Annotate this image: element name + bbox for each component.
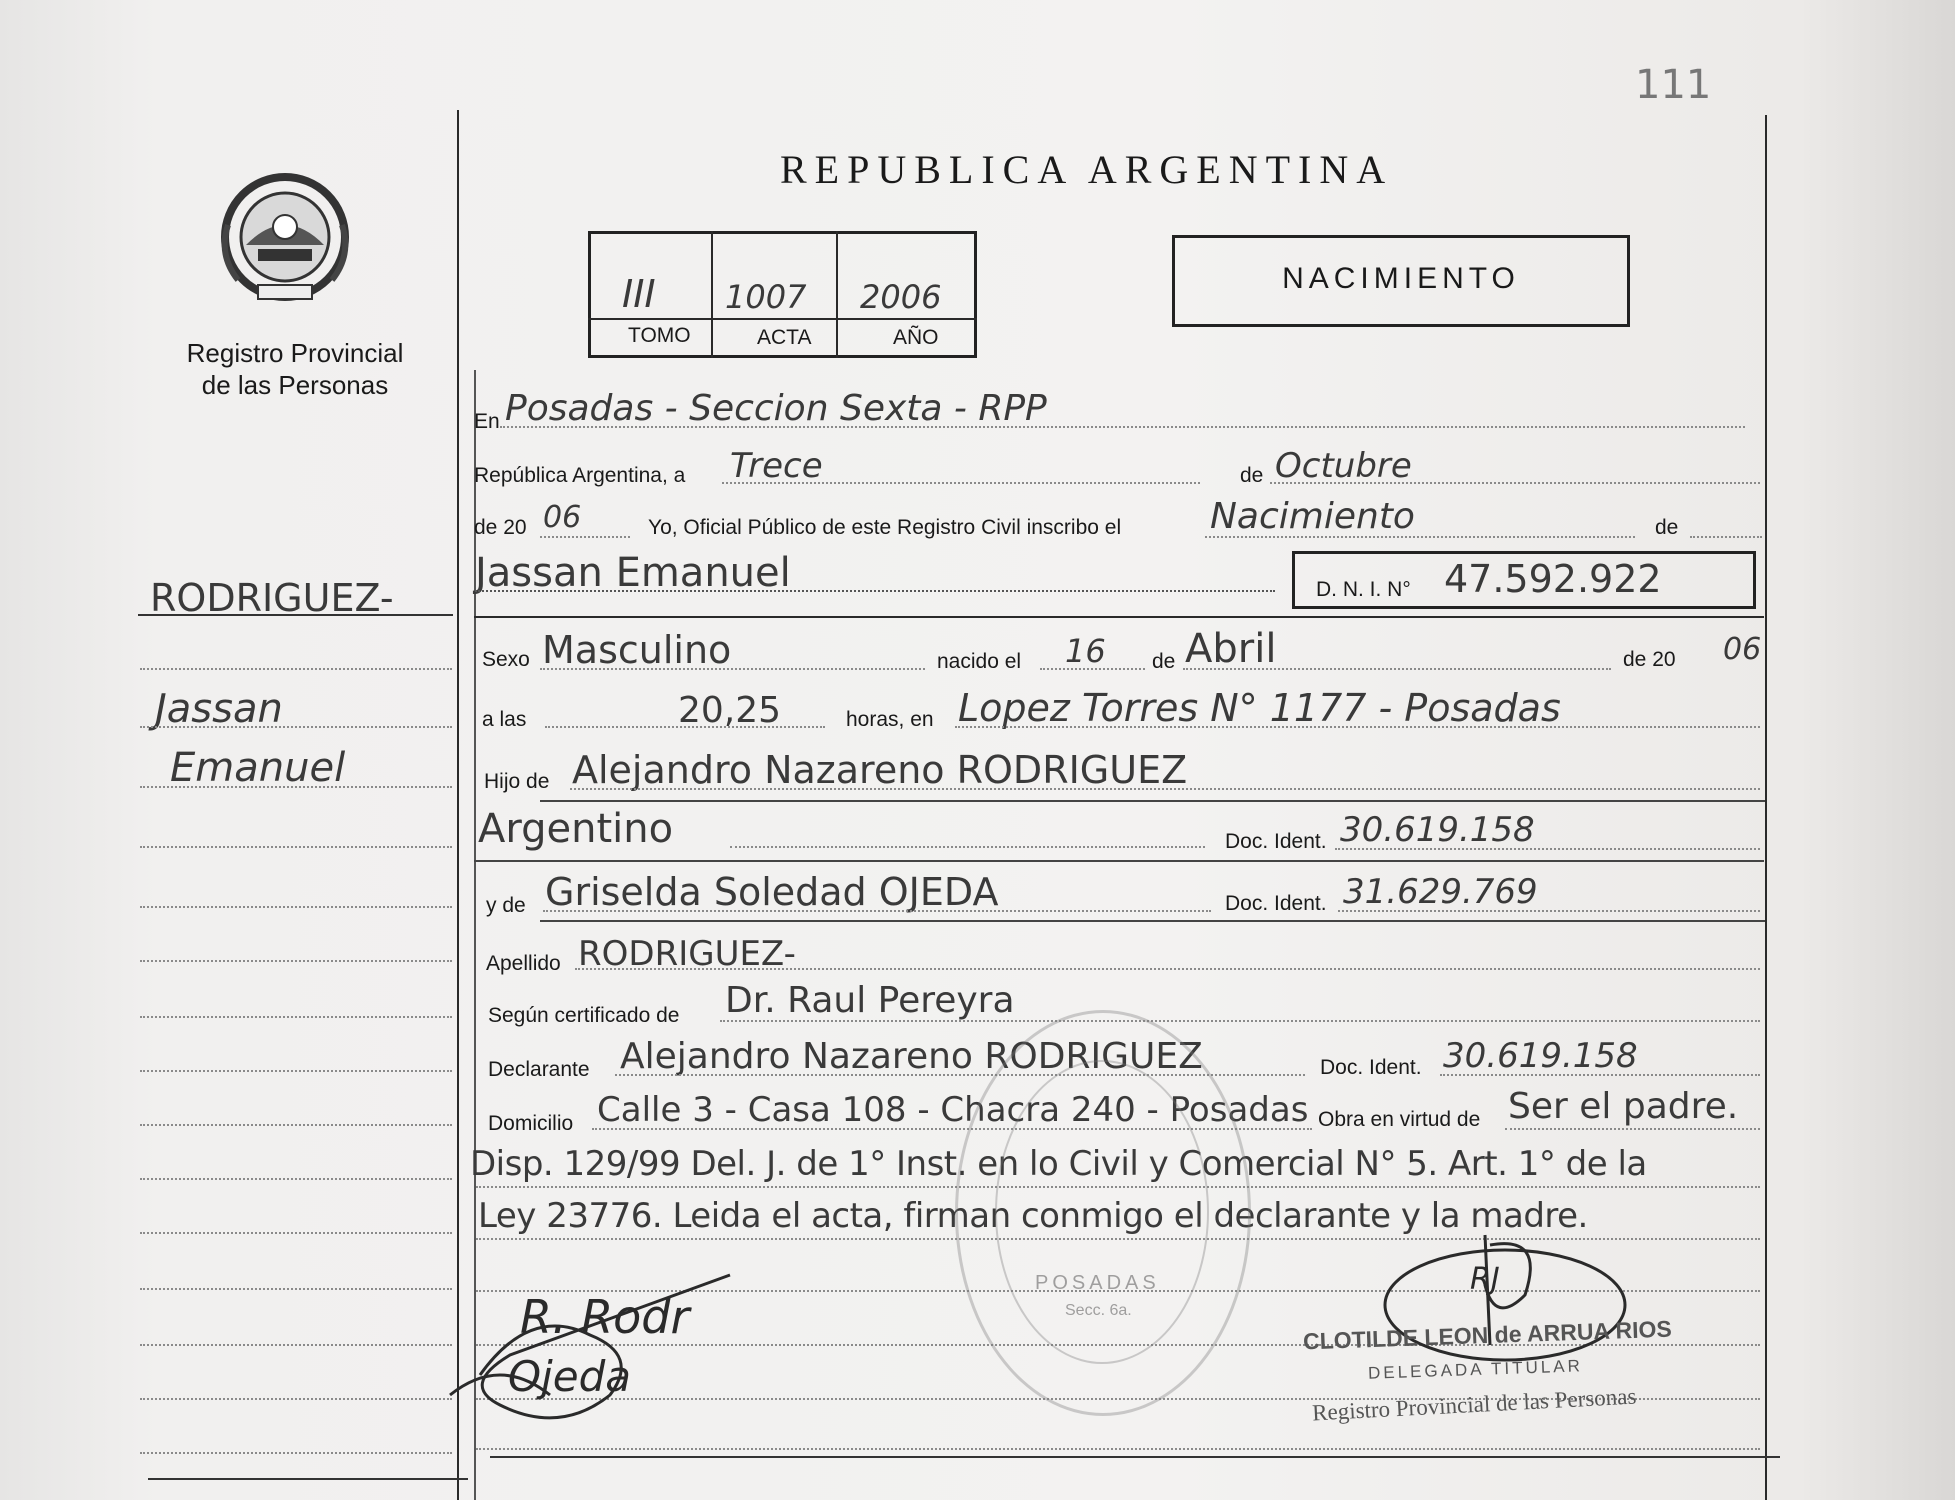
stamp-text-sub: Secc. 6a.	[1065, 1302, 1132, 1319]
acta-label: ACTA	[757, 326, 812, 349]
official-title: DELEGADA TITULAR	[1367, 1356, 1584, 1383]
label-domicilio: Domicilio	[488, 1112, 574, 1135]
label-sexo: Sexo	[482, 648, 530, 671]
value-padre: Alejandro Nazareno RODRIGUEZ	[572, 748, 1188, 792]
registry-name-line2: de las Personas	[201, 370, 389, 400]
official-registry: Registro Provincial de las Personas	[1311, 1383, 1637, 1426]
value-mes: Octubre	[1275, 446, 1412, 486]
signature-left-text-2: Ojeda	[508, 1352, 631, 1401]
observaciones-line-2: Ley 23776. Leida el acta, firman conmigo el declarante y la madre.	[478, 1196, 1588, 1236]
label-y-de: y de	[486, 894, 526, 917]
label-doc-ident-1: Doc. Ident.	[1225, 830, 1327, 853]
label-de-3: de	[1152, 650, 1176, 673]
value-obra: Ser el padre.	[1508, 1086, 1739, 1127]
value-dni: 47.592.922	[1444, 557, 1662, 601]
value-acto: Nacimiento	[1210, 496, 1415, 537]
value-madre: Griselda Soledad OJEDA	[545, 870, 999, 914]
anio-label: AÑO	[893, 326, 939, 349]
label-obra: Obra en virtud de	[1318, 1108, 1481, 1131]
value-nacido-dia: 16	[1065, 632, 1106, 670]
page-number: 111	[1635, 62, 1712, 108]
label-declarante: Declarante	[488, 1058, 590, 1081]
label-a-las: a las	[482, 708, 527, 731]
value-nacionalidad-padre: Argentino	[478, 806, 674, 852]
page-title: REPUBLICA ARGENTINA	[780, 147, 1394, 192]
value-apellido: RODRIGUEZ-	[578, 934, 796, 974]
label-dni: D. N. I. N°	[1316, 578, 1411, 601]
margin-name-2: Emanuel	[170, 745, 346, 791]
label-de-20: de 20	[474, 516, 527, 539]
label-en: En	[474, 410, 500, 433]
value-doc-declarante: 30.619.158	[1443, 1036, 1638, 1076]
value-domicilio: Calle 3 - Casa 108 - Chacra 240 - Posadas	[597, 1090, 1309, 1130]
stamp-text-center: POSADAS	[1035, 1272, 1160, 1294]
value-hora: 20,25	[678, 690, 782, 731]
value-dia: Trece	[730, 446, 823, 486]
value-nacido-anio: 06	[1723, 632, 1762, 667]
acta-value: 1007	[725, 278, 807, 316]
value-sexo: Masculino	[542, 628, 732, 672]
signature-right-text: RJ	[1470, 1262, 1500, 1297]
label-de-1: de	[1240, 464, 1264, 487]
value-lugar: Posadas - Seccion Sexta - RPP	[505, 388, 1047, 429]
label-doc-ident-3: Doc. Ident.	[1320, 1056, 1422, 1079]
label-segun: Según certificado de	[488, 1004, 680, 1027]
value-doc-madre: 31.629.769	[1343, 872, 1538, 912]
misiones-seal-icon	[218, 165, 353, 310]
label-hijo-de: Hijo de	[484, 770, 550, 793]
registry-name-line1: Registro Provincial	[186, 338, 404, 368]
official-name: CLOTILDE LEON de ARRUA RIOS	[1302, 1315, 1673, 1355]
value-declarante: Alejandro Nazareno RODRIGUEZ	[620, 1036, 1203, 1077]
tomo-value: III	[622, 272, 656, 316]
label-de-20-b: de 20	[1623, 648, 1676, 671]
signature-left-text-1: R. Rodr	[520, 1290, 690, 1344]
margin-name-1: Jassan	[155, 686, 283, 732]
value-nacido-mes: Abril	[1185, 626, 1277, 672]
label-apellido: Apellido	[486, 952, 561, 975]
label-nacido-el: nacido el	[937, 650, 1022, 673]
label-horas-en: horas, en	[846, 708, 934, 731]
tomo-label: TOMO	[628, 324, 691, 347]
label-doc-ident-2: Doc. Ident.	[1225, 892, 1327, 915]
margin-surname: RODRIGUEZ-	[150, 576, 394, 620]
label-yo-oficial: Yo, Oficial Público de este Registro Civil inscribo el	[648, 516, 1122, 539]
observaciones-line-1: Disp. 129/99 Del. J. de 1° Inst. en lo Civil y Comercial N° 5. Art. 1° de la	[470, 1144, 1647, 1184]
label-de-2: de	[1655, 516, 1679, 539]
label-republica: República Argentina, a	[474, 464, 686, 487]
value-lugar-nac: Lopez Torres N° 1177 - Posadas	[958, 686, 1561, 730]
right-frame-line	[1765, 115, 1767, 1500]
value-nombre: Jassan Emanuel	[475, 550, 791, 596]
value-doc-padre: 30.619.158	[1340, 810, 1535, 850]
certificate-type: NACIMIENTO	[1282, 262, 1520, 295]
anio-value: 2006	[860, 278, 942, 316]
value-anio: 06	[543, 500, 582, 535]
value-certificado: Dr. Raul Pereyra	[725, 980, 1015, 1021]
